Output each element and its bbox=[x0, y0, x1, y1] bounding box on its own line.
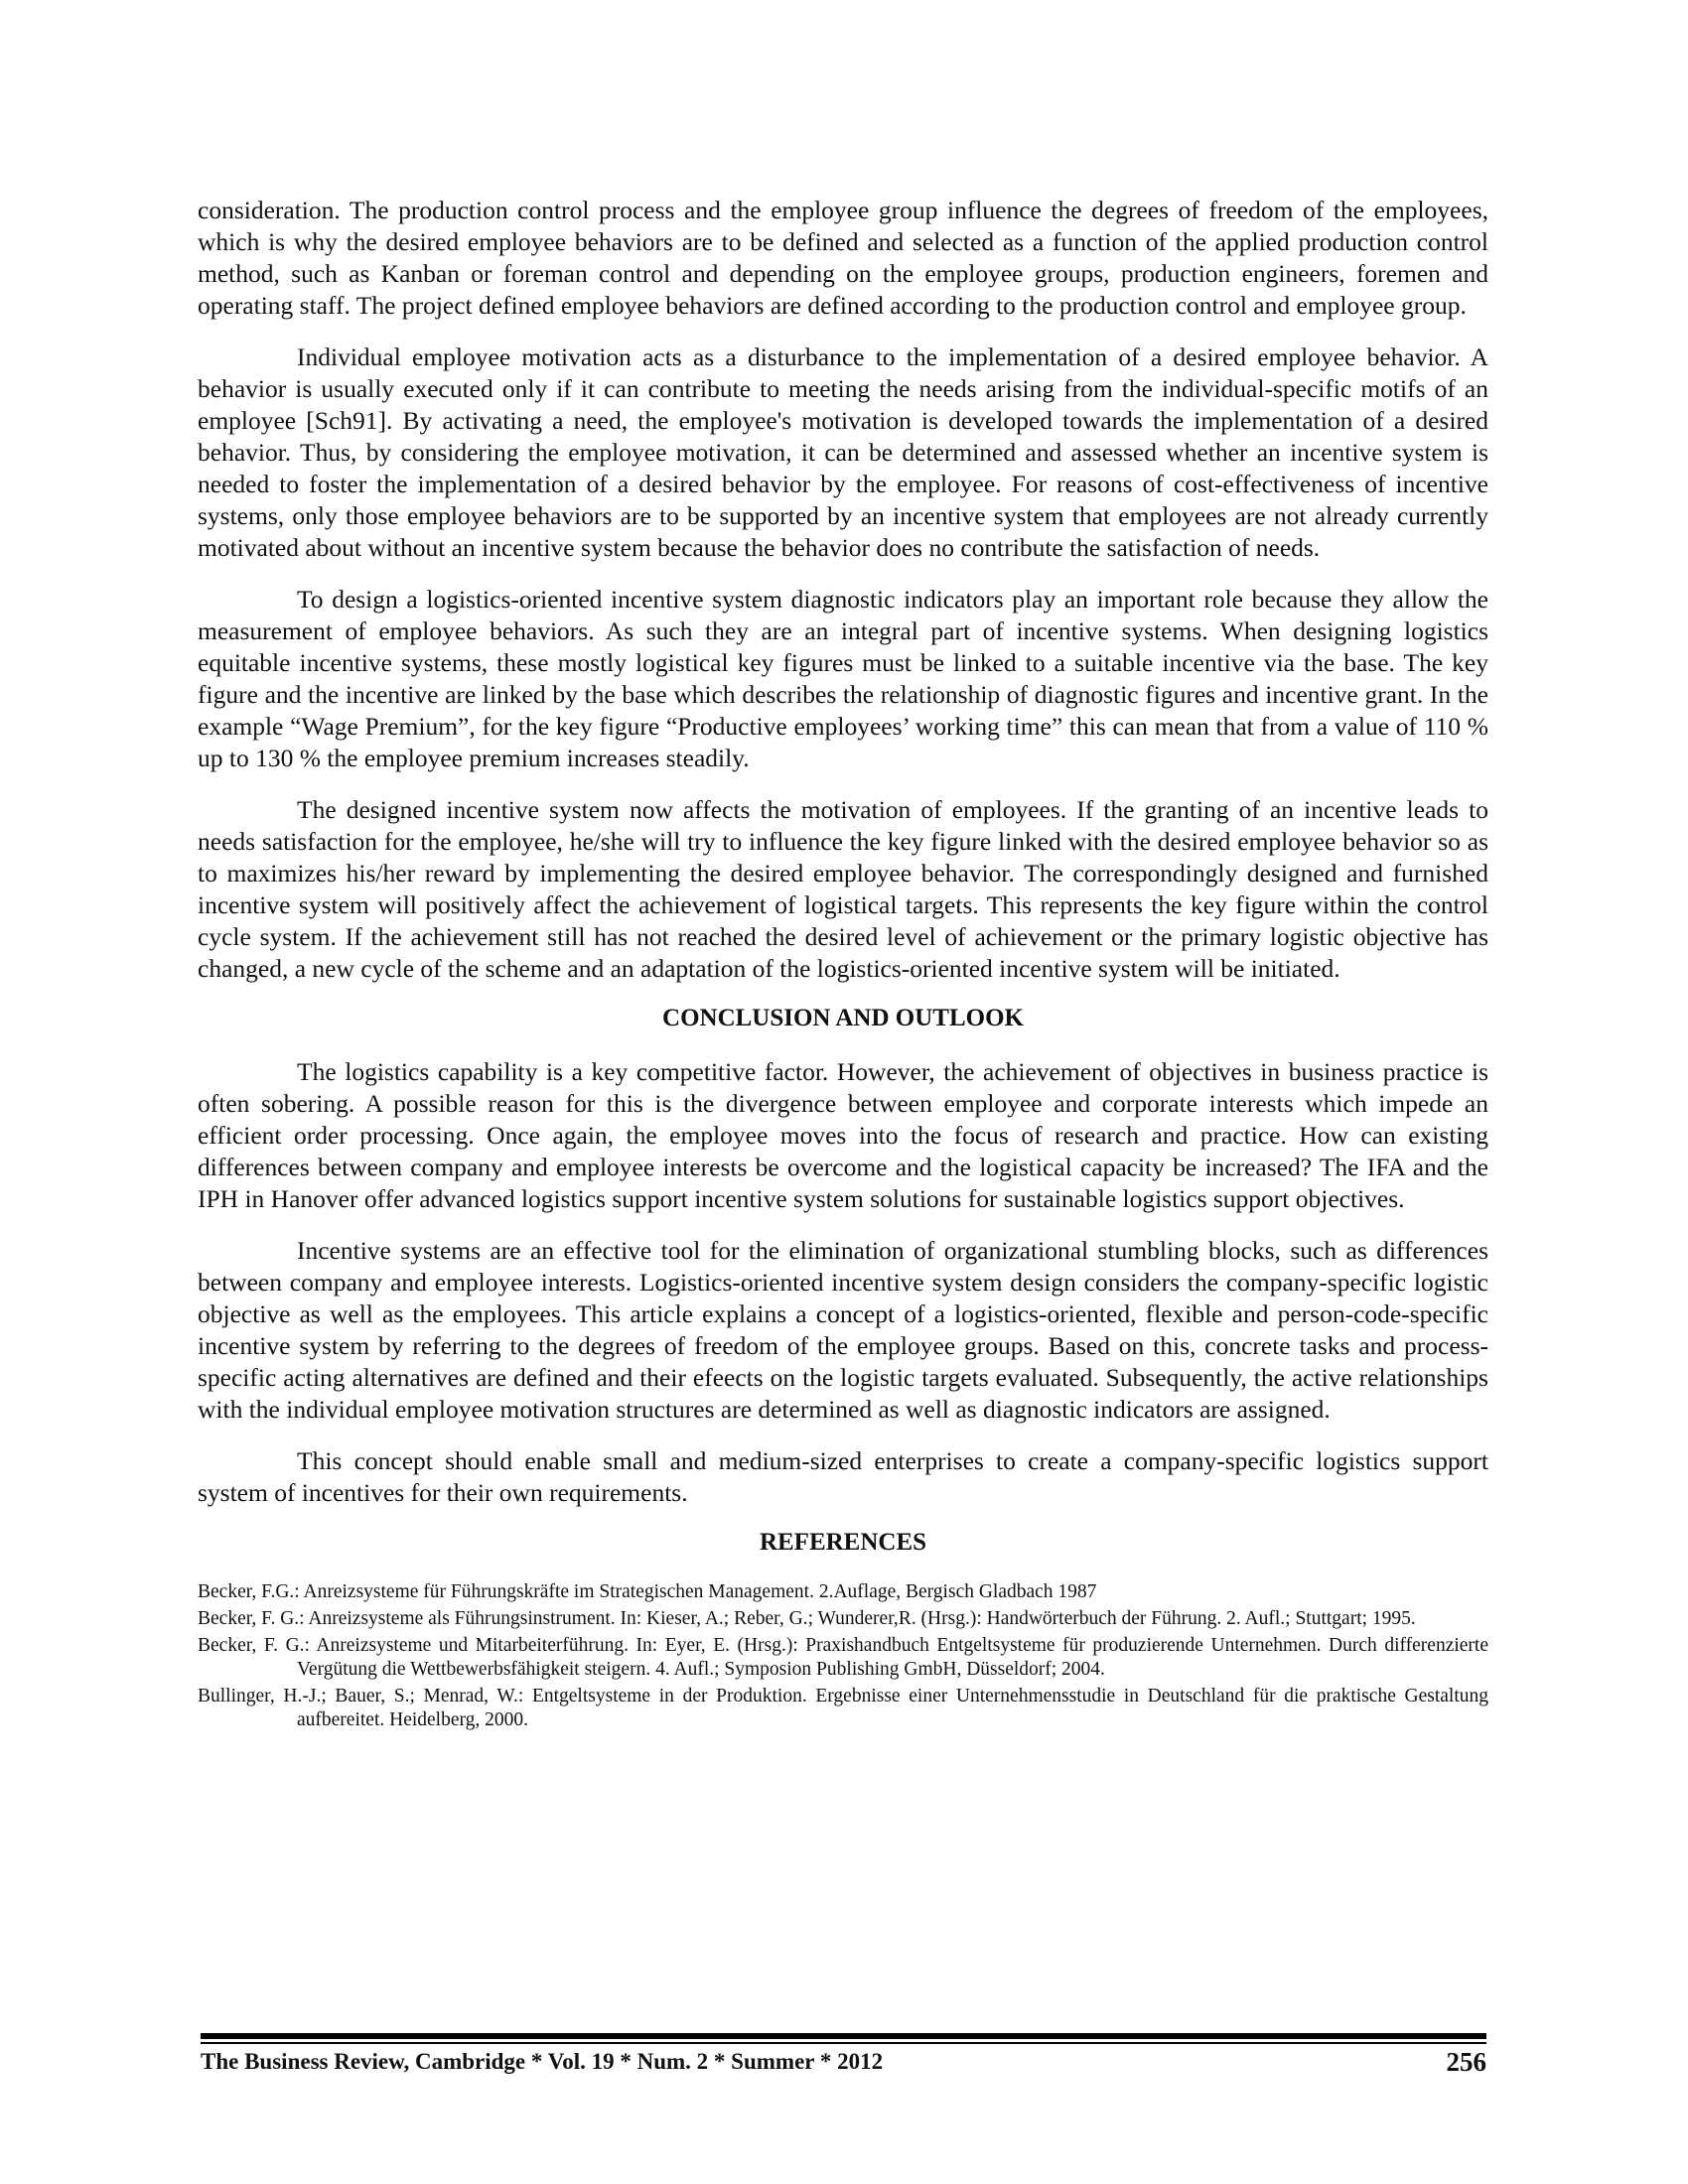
footer-rule-thin bbox=[201, 2042, 1486, 2044]
page-number: 256 bbox=[1446, 2047, 1486, 2077]
reference-item: Becker, F. G.: Anreizsysteme als Führungsinstrument. In: Kieser, A.; Reber, G.; Wunderer,R. (Hrsg.): Handwörterbuch der Führung. 2. Aufl.; Stuttgart; 1995. bbox=[198, 1608, 1416, 1629]
reference-list bbox=[198, 1580, 1488, 1732]
footer-rule bbox=[201, 2033, 1486, 2039]
reference-item: Becker, F.G.: Anreizsysteme für Führungskräfte im Strategischen Management. 2.Auflage, Bergisch Gladbach 1987 bbox=[198, 1581, 1097, 1602]
body-paragraph-3: To design a logistics-oriented incentive system diagnostic indicators play an important role because they allow the measurement of employee behaviors. As such they are an integral part of incentive systems. When designing logistics equitable incentive systems, these mostly logistical key figures must be linked to a suitable incentive via the base. The key figure and the incentive are linked by the base which describes the relationship of diagnostic figures and incentive grant. In the example “Wage Premium”, for the key figure “Productive employees’ working time” this can mean that from a value of 110 % up to 130 % the employee premium increases steadily. bbox=[198, 585, 1488, 772]
conclusion-paragraph-1: The logistics capability is a key competitive factor. However, the achievement of objectives in business practice is often sobering. A possible reason for this is the divergence between employee and corporate interests which impede an efficient order processing. Once again, the employee moves into the focus of research and practice. How can existing differences between company and employee interests be overcome and the logistical capacity be increased? The IFA and the IPH in Hanover offer advanced logistics support incentive system solutions for sustainable logistics support objectives. bbox=[198, 1057, 1488, 1213]
reference-item: Becker, F. G.: Anreizsysteme und Mitarbeiterführung. In: Eyer, E. (Hrsg.): Praxishandbuch Entgeltsysteme für produzierende Unternehmen. Durch differenzierte Vergütung die Wettbewerbsfähigkeit steigern. 4. Aufl.; Symposion Publishing GmbH, Düsseldorf; 2004. bbox=[198, 1635, 1488, 1680]
conclusion-heading: CONCLUSION AND OUTLOOK bbox=[662, 1005, 1024, 1031]
references-heading: REFERENCES bbox=[759, 1529, 927, 1556]
body-paragraph-2: Individual employee motivation acts as a disturbance to the implementation of a desired employee behavior. A behavior is usually executed only if it can contribute to meeting the needs arising from the individual-specific motifs of an employee [Sch91]. By activating a need, the employee's motivation is developed towards the implementation of a desired behavior. Thus, by considering the employee motivation, it can be determined and assessed whether an incentive system is needed to foster the implementation of a desired behavior by the employee. For reasons of cost-effectiveness of incentive systems, only those employee behaviors are to be supported by an incentive system that employees are not already currently motivated about without an incentive system because the behavior does no contribute the satisfaction of needs. bbox=[198, 342, 1488, 562]
conclusion-paragraph-2: Incentive systems are an effective tool for the elimination of organizational stumbling blocks, such as differences between company and employee interests. Logistics-oriented incentive system design considers the company-specific logistic objective as well as the employees. This article explains a concept of a logistics-oriented, flexible and person-code-specific incentive system by referring to the degrees of freedom of the employee groups. Based on this, concrete tasks and process-specific acting alternatives are defined and their efeects on the logistic targets evaluated. Subsequently, the active relationships with the individual employee motivation structures are determined as well as diagnostic indicators are assigned. bbox=[198, 1236, 1488, 1424]
journal-citation: The Business Review, Cambridge * Vol. 19 * Num. 2 * Summer * 2012 bbox=[201, 2049, 884, 2074]
conclusion-paragraph-3: This concept should enable small and medium-sized enterprises to create a company-specific logistics support system of incentives for their own requirements. bbox=[198, 1446, 1488, 1507]
reference-item: Bullinger, H.-J.; Bauer, S.; Menrad, W.: Entgeltsysteme in der Produktion. Ergebnisse einer Unternehmensstudie in Deutschland für die praktische Gestaltung aufbereitet. Heidelberg, 2000. bbox=[198, 1686, 1488, 1730]
body-paragraph-4: The designed incentive system now affects the motivation of employees. If the granting of an incentive leads to needs satisfaction for the employee, he/she will try to influence the key figure linked with the desired employee behavior so as to maximizes his/her reward by implementing the desired employee behavior. The correspondingly designed and furnished incentive system will positively affect the achievement of logistical targets. This represents the key figure within the control cycle system. If the achievement still has not reached the desired level of achievement or the primary logistic objective has changed, a new cycle of the scheme and an adaptation of the logistics-oriented incentive system will be initiated. bbox=[198, 795, 1488, 983]
page-body bbox=[198, 195, 1488, 1735]
body-paragraph-1: consideration. The production control process and the employee group influence the degrees of freedom of the employees, which is why the desired employee behaviors are to be defined and selected as a function of the applied production control method, such as Kanban or foreman control and depending on the employee groups, production engineers, foremen and operating staff. The project defined employee behaviors are defined according to the production control and employee group. bbox=[198, 196, 1488, 320]
